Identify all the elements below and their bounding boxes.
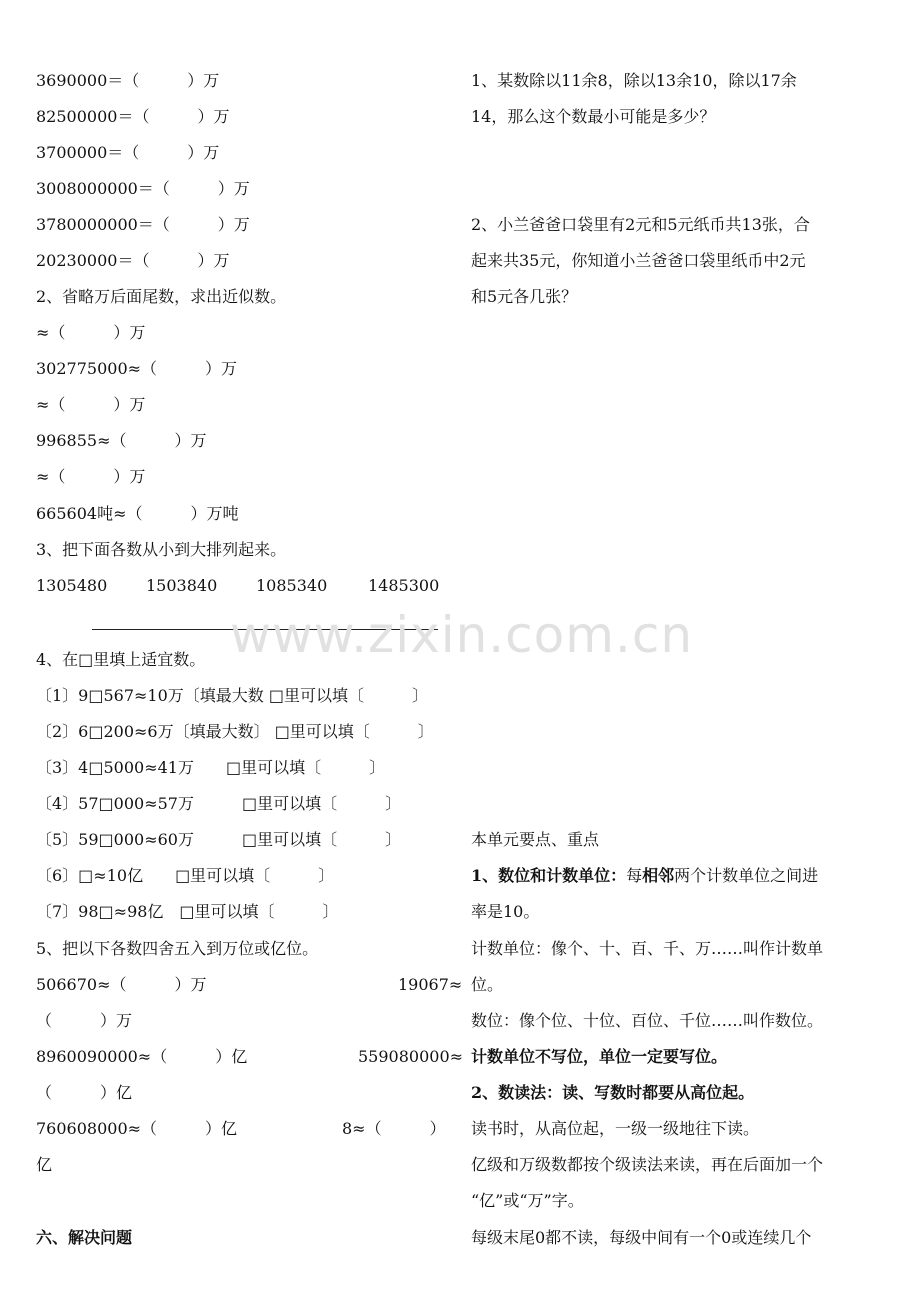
watermark: www.zixin.com.cn — [230, 606, 694, 664]
right-line-10: 计数单位不写位，单位一定要写位。 — [471, 1047, 728, 1066]
right-line-1: 14，那么这个数最小可能是多少？ — [471, 107, 716, 126]
left-line-12: 665604吨≈（ ）万吨 — [36, 504, 239, 523]
right-line-13: 亿级和万级数都按个级读法来读，再在后面加一个 — [471, 1155, 824, 1174]
key-point-1-rest: 两个计数单位之间进 — [674, 866, 819, 885]
right-line-14: “亿”或“万”字。 — [471, 1191, 584, 1210]
right-line-0: 1、某数除以11余8，除以13余10，除以17余 — [471, 71, 797, 90]
right-line-15: 每级末尾0都不读，每级中间有一个0或连续几个 — [471, 1228, 812, 1247]
left-line-0: 3690000＝（ ）万 — [36, 71, 220, 90]
right-line-6: 率是10。 — [471, 902, 540, 921]
left-line-5: 20230000＝（ ）万 — [36, 251, 230, 270]
left-line-20: 〔2〕6□200≈6万〔填最大数〕 □里可以填〔 〕 — [36, 722, 434, 741]
left-line-3: 3008000000＝（ ）万 — [36, 179, 250, 198]
left-line-24: 〔6〕□≈10亿 □里可以填〔 〕 — [36, 866, 335, 885]
left-line-21: 〔3〕4□5000≈41万 □里可以填〔 〕 — [36, 758, 386, 777]
left-line-8: 302775000≈（ ）万 — [36, 359, 238, 378]
key-point-1-middle: 每 — [626, 866, 643, 885]
left-line-2: 3700000＝（ ）万 — [36, 143, 220, 162]
left-line-16: 1085340 — [256, 576, 328, 595]
left-line-15: 1503840 — [146, 576, 218, 595]
right-line-3: 起来共35元，你知道小兰爸爸口袋里纸币中2元 — [471, 251, 806, 270]
right-line-12: 读书时，从高位起，一级一级地往下读。 — [471, 1119, 760, 1138]
left-line-28: 19067≈ — [398, 975, 463, 994]
left-line-7: ≈（ ）万 — [36, 323, 146, 342]
left-line-4: 3780000000＝（ ）万 — [36, 215, 250, 234]
left-line-23: 〔5〕59□000≈60万 □里可以填〔 〕 — [36, 830, 402, 849]
left-line-26: 5、把以下各数四舍五入到万位或亿位。 — [36, 939, 319, 958]
left-line-31: 559080000≈ — [358, 1047, 464, 1066]
left-line-33: 760608000≈（ ）亿 — [36, 1119, 238, 1138]
left-line-17: 1485300 — [368, 576, 440, 595]
left-line-11: ≈（ ）万 — [36, 467, 146, 486]
key-point-1-heading: 1、数位和计数单位： — [471, 866, 627, 885]
left-line-32: （ ）亿 — [36, 1083, 133, 1102]
left-line-27: 506670≈（ ）万 — [36, 975, 207, 994]
key-point-1-emphasis: 相邻 — [642, 866, 675, 885]
left-line-19: 〔1〕9□567≈10万〔填最大数 □里可以填〔 〕 — [36, 686, 428, 705]
left-line-30: 8960090000≈（ ）亿 — [36, 1047, 248, 1066]
left-line-18: 4、在□里填上适宜数。 — [36, 650, 206, 669]
right-line-9: 数位：像个位、十位、百位、千位……叫作数位。 — [471, 1011, 824, 1030]
left-line-36: 六、解决问题 — [36, 1228, 133, 1247]
right-line-2: 2、小兰爸爸口袋里有2元和5元纸币共13张，合 — [471, 215, 810, 234]
right-line-8: 位。 — [471, 975, 504, 994]
left-line-29: （ ）万 — [36, 1011, 133, 1030]
left-line-6: 2、省略万后面尾数，求出近似数。 — [36, 287, 287, 306]
right-line-5: 本单元要点、重点 — [471, 830, 600, 849]
left-line-13: 3、把下面各数从小到大排列起来。 — [36, 540, 287, 559]
left-line-22: 〔4〕57□000≈57万 □里可以填〔 〕 — [36, 794, 402, 813]
left-line-34: 8≈（ ） — [342, 1119, 446, 1138]
left-line-14: 1305480 — [36, 576, 108, 595]
right-line-7: 计数单位：像个、十、百、千、万……叫作计数单 — [471, 939, 824, 958]
right-line-4: 和5元各几张？ — [471, 287, 578, 306]
left-line-9: ≈（ ）万 — [36, 395, 146, 414]
key-point-1 — [471, 865, 818, 887]
right-line-11: 2、数读法：读、写数时都要从高位起。 — [471, 1083, 755, 1102]
left-line-10: 996855≈（ ）万 — [36, 431, 207, 450]
left-line-35: 亿 — [36, 1155, 53, 1174]
left-line-25: 〔7〕98□≈98亿 □里可以填〔 〕 — [36, 902, 339, 921]
left-line-1: 82500000＝（ ）万 — [36, 107, 230, 126]
